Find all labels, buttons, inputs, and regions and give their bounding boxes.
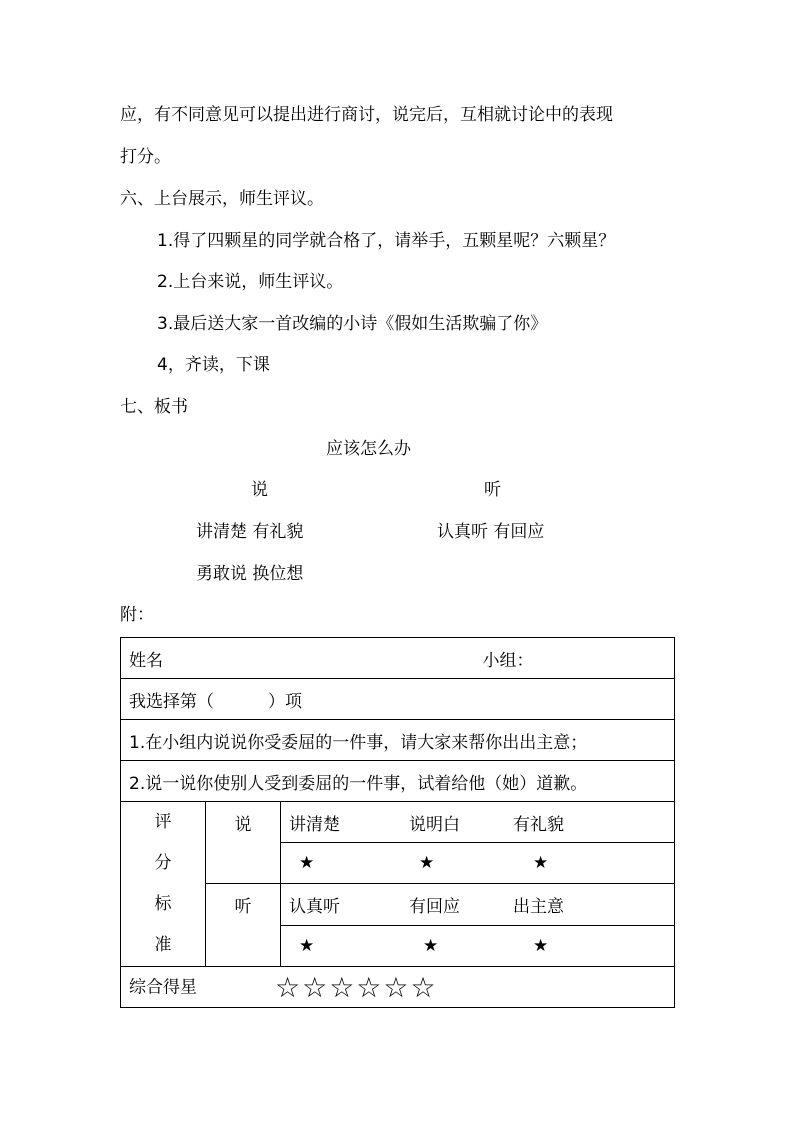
speak-category: 说 [206, 802, 281, 884]
board-speak-label: 说 [251, 480, 268, 500]
star-icon: ★ [299, 853, 315, 873]
list-item-3: 3.最后送大家一首改编的小诗《假如生活欺骗了你》 [157, 314, 548, 334]
section-7-heading: 七、板书 [120, 397, 188, 417]
paragraph-line-1: 应，有不同意见可以提出进行商讨，说完后，互相就讨论中的表现 [120, 105, 613, 125]
speak-criteria-row [121, 802, 675, 843]
listen-stars [281, 926, 675, 967]
option-1-row [121, 720, 675, 761]
criterion: 认真听 [289, 897, 340, 917]
criterion: 讲清楚 [289, 814, 340, 835]
star-icon: ★ [299, 936, 315, 956]
criterion: 出主意 [513, 897, 564, 917]
list-item-2: 2.上台来说，师生评议。 [157, 272, 344, 292]
board-listen-line-1: 认真听 有回应 [437, 522, 545, 542]
list-item-1: 1.得了四颗星的同学就合格了，请举手，五颗星呢？六颗星？ [157, 231, 616, 251]
board-title: 应该怎么办 [326, 439, 411, 459]
board-speak-line-2: 勇敢说 换位想 [196, 564, 304, 584]
speak-criteria [281, 802, 675, 843]
group-label: 小组： [482, 650, 534, 671]
board-speak-line-1: 讲清楚 有礼貌 [196, 522, 304, 542]
empty-stars-icon: ☆☆☆☆☆☆ [275, 970, 438, 1004]
option-2: 2.说一说你使别人受到委屈的一件事，试着给他（她）道歉。 [121, 761, 675, 802]
rubric-label-cell [121, 802, 206, 967]
rubric-char: 标 [154, 894, 172, 914]
evaluation-form-table [120, 637, 675, 1008]
criterion: 有礼貌 [513, 814, 564, 835]
listen-criteria [281, 884, 675, 926]
star-icon: ★ [419, 853, 435, 873]
rubric-char: 评 [154, 812, 172, 832]
appendix-label: 附： [120, 605, 154, 625]
listen-category: 听 [206, 884, 281, 967]
option-1: 1.在小组内说说你受委屈的一件事，请大家来帮你出出主意； [121, 720, 675, 761]
choose-label: 我选择第（ ）项 [121, 679, 675, 720]
name-label: 姓名 [129, 650, 163, 671]
score-row [121, 967, 675, 1008]
star-icon: ★ [533, 853, 549, 873]
list-item-4: 4，齐读，下课 [157, 355, 270, 375]
star-icon: ★ [533, 936, 549, 956]
board-listen-label: 听 [484, 480, 501, 500]
score-label: 综合得星 [129, 977, 197, 997]
choose-row [121, 679, 675, 720]
option-2-row [121, 761, 675, 802]
rubric-char: 分 [154, 853, 172, 873]
star-icon: ★ [423, 936, 439, 956]
paragraph-line-2: 打分。 [120, 147, 171, 167]
speak-stars [281, 843, 675, 884]
name-row [121, 638, 675, 679]
rubric-char: 准 [154, 935, 172, 955]
criterion: 说明白 [409, 814, 460, 835]
criterion: 有回应 [409, 897, 460, 917]
section-6-heading: 六、上台展示，师生评议。 [120, 189, 324, 209]
